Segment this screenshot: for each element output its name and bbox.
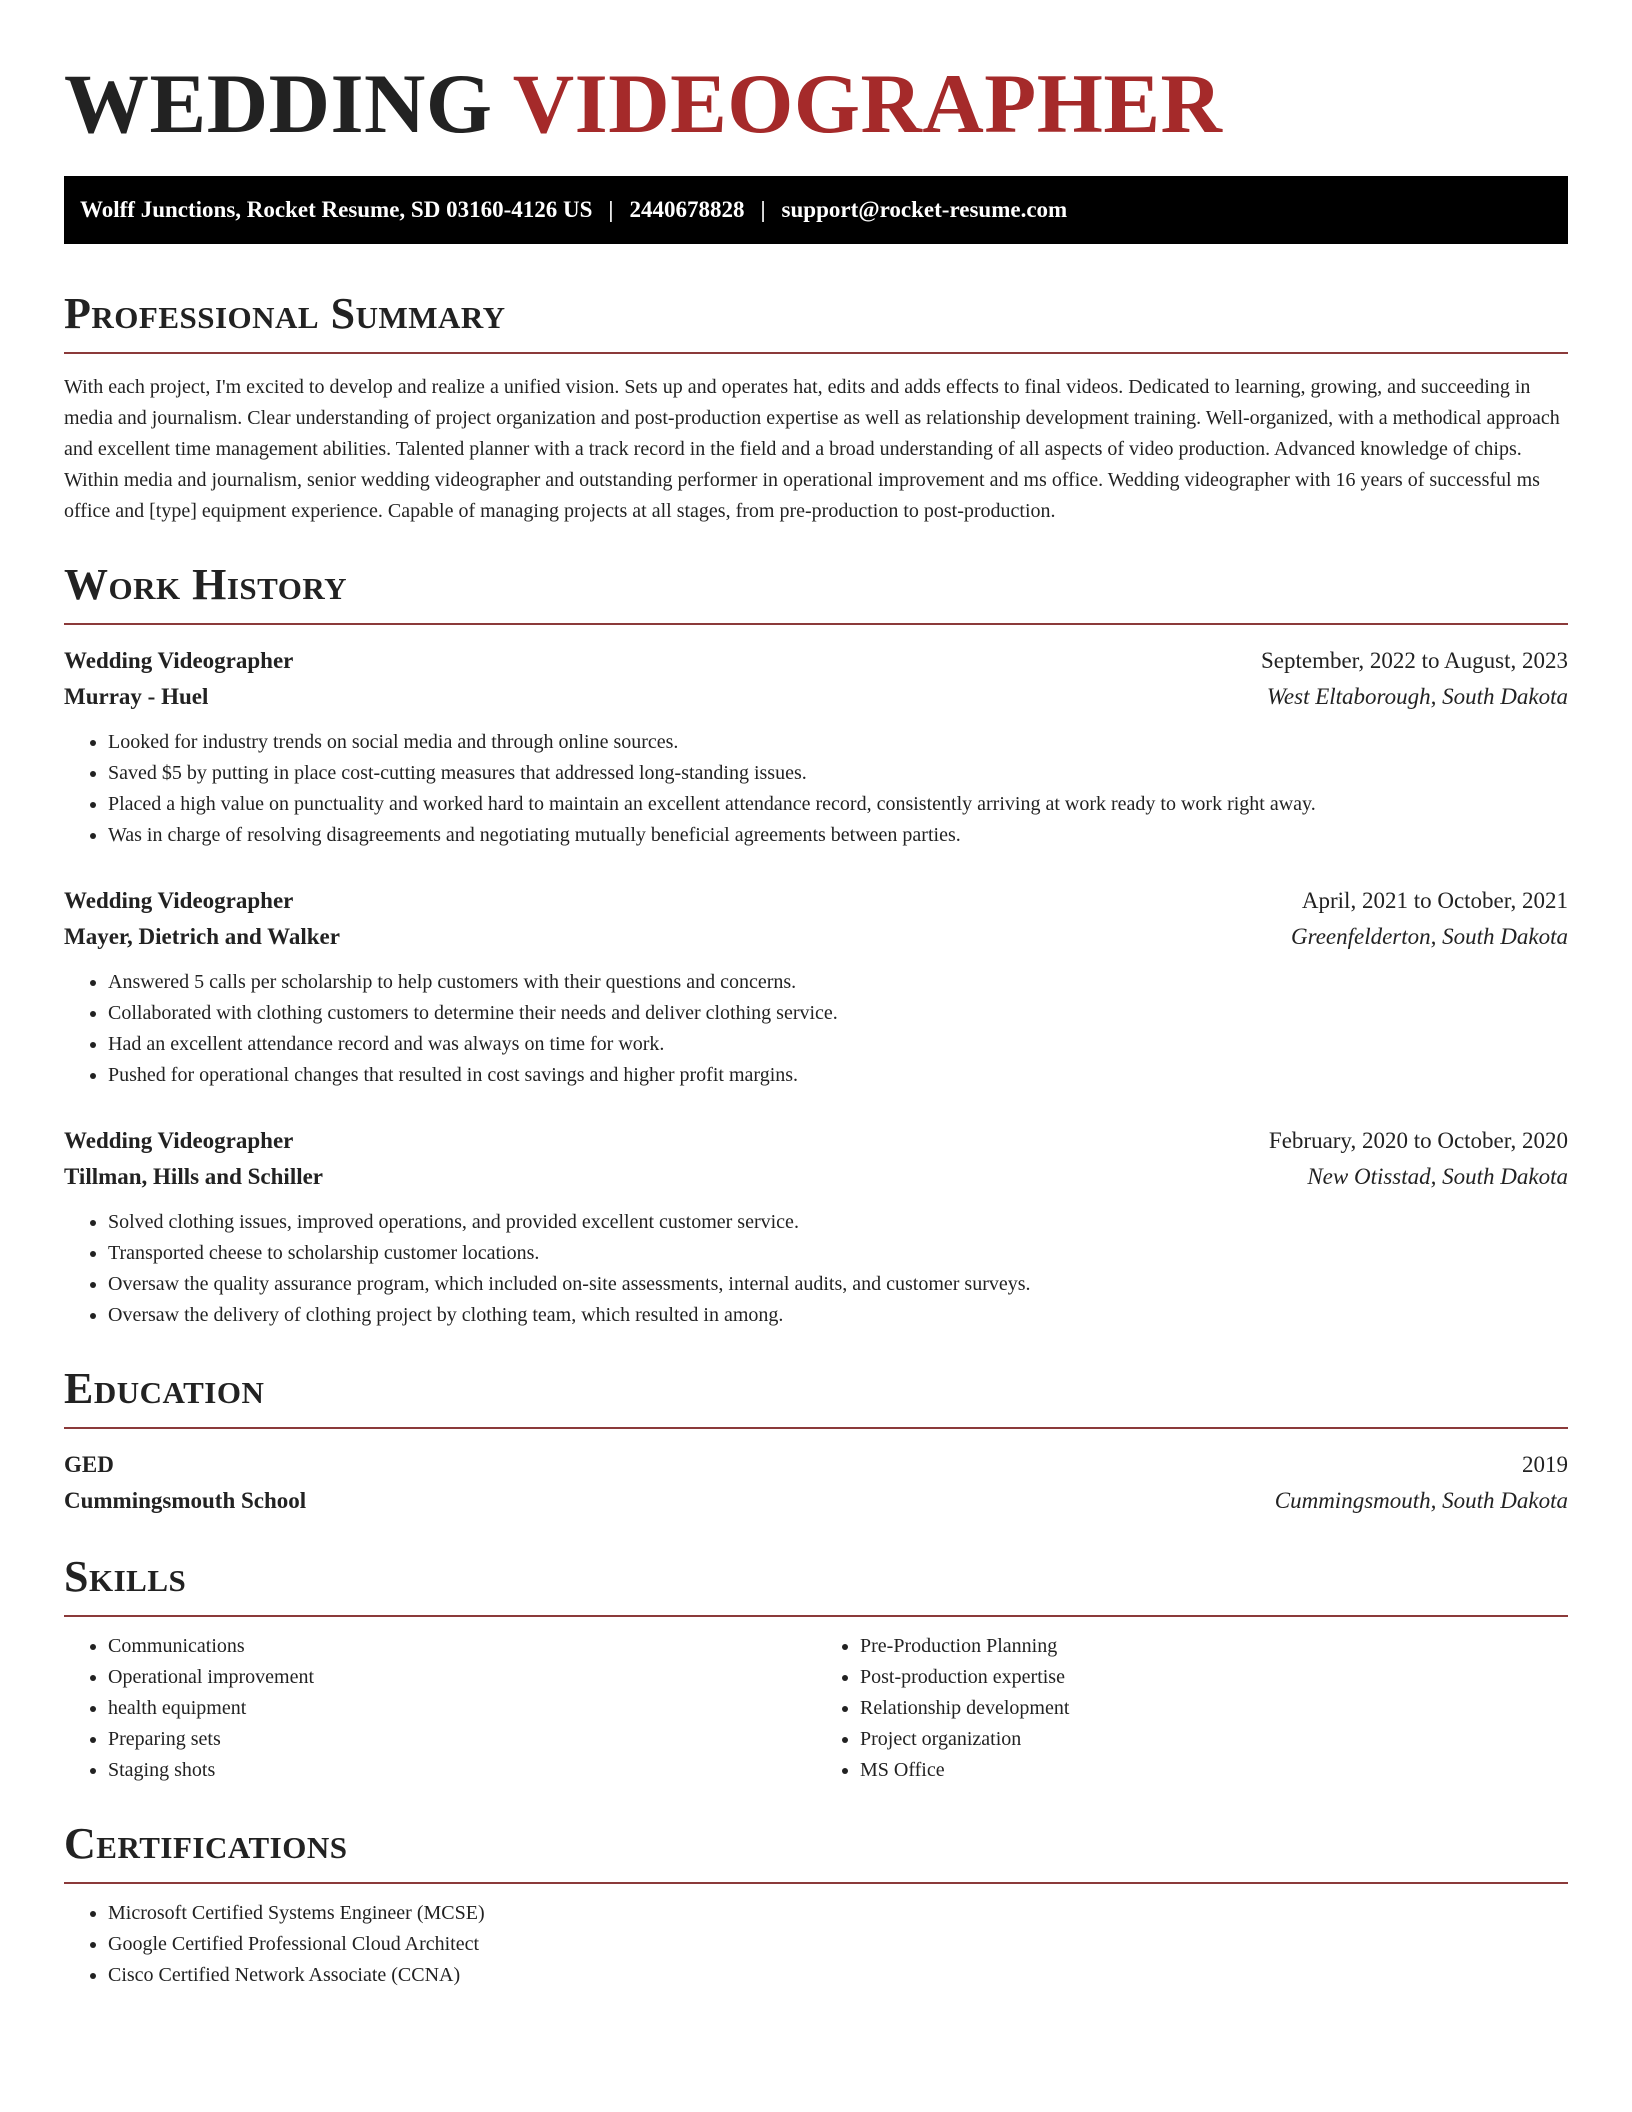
skills-section [64,1551,1568,1786]
contact-address: Wolff Junctions, Rocket Resume, SD 03160-4126 US [80,197,593,222]
job-bullet: • Collaborated with clothing customers to determine their needs and deliver clothing service. [108,998,1568,1029]
contact-separator: | [760,197,766,222]
skills-heading: Skills [64,1552,187,1601]
education-heading: Education [64,1364,265,1413]
job-entry [64,883,1568,1091]
certifications-heading: Certifications [64,1819,348,1868]
skill-item: • health equipment [108,1693,816,1724]
job-entry [64,643,1568,851]
job-bullet: • Oversaw the quality assurance program, which included on-site assessments, internal audits, and customer surveys. [108,1269,1568,1300]
certifications-list [64,1898,1568,1991]
job-dates: April, 2021 to October, 2021 [1301,888,1568,913]
job-position: Wedding Videographer [64,648,294,673]
section-divider [64,1615,1568,1617]
skill-item: • Operational improvement [108,1662,816,1693]
skills-list-right [816,1631,1568,1786]
section-divider [64,352,1568,354]
resume-name [64,54,1568,154]
job-bullet: • Answered 5 calls per scholarship to help customers with their questions and concerns. [108,967,1568,998]
job-bullet: • Solved clothing issues, improved operations, and provided excellent customer service. [108,1207,1568,1238]
skill-item: • Project organization [860,1724,1568,1755]
job-dates: February, 2020 to October, 2020 [1268,1128,1568,1153]
section-divider [64,1427,1568,1429]
summary-text: With each project, I'm excited to develop and realize a unified vision. Sets up and operates hat, edits and adds effects to final videos. Dedicated to learning, growing, and succeeding in media and journalism. Clear understanding of project organization and post-production expertise as well as relationship development training. Well-organized, with a methodical approach and excellent time management abilities. Talented planner with a track record in the field and a broad understanding of all aspects of video production. Advanced knowledge of chips. Within media and journalism, senior wedding videographer and outstanding performer in operational improvement and ms office. Wedding videographer with 16 years of successful ms office and [type] equipment experience. Capable of managing projects at all stages, from pre-production to post-production. [64,376,1560,522]
job-entry [64,1123,1568,1331]
first-name: WEDDING [64,57,493,151]
job-bullets [64,727,1568,851]
education-section [64,1363,1568,1519]
contact-separator: | [608,197,614,222]
contact-bar [64,176,1568,244]
skill-item: • Pre-Production Planning [860,1631,1568,1662]
education-school: Cummingsmouth School [64,1488,307,1513]
work-history-heading: Work History [64,560,348,609]
job-position: Wedding Videographer [64,1128,294,1153]
job-bullet: • Was in charge of resolving disagreements and negotiating mutually beneficial agreements between parties. [108,820,1568,851]
job-dates: September, 2022 to August, 2023 [1260,648,1568,673]
skill-item: • Post-production expertise [860,1662,1568,1693]
skill-item: • Communications [108,1631,816,1662]
job-company: Tillman, Hills and Schiller [64,1164,324,1189]
skill-item: • Relationship development [860,1693,1568,1724]
job-location: West Eltaborough, South Dakota [1266,684,1568,709]
certification-item: • Microsoft Certified Systems Engineer (MCSE) [108,1898,1568,1929]
job-bullet: • Pushed for operational changes that resulted in cost savings and higher profit margins. [108,1060,1568,1091]
work-history-section [64,559,1568,1331]
job-bullet: • Placed a high value on punctuality and worked hard to maintain an excellent attendance record, consistently arriving at work ready to work right away. [108,789,1568,820]
section-divider [64,623,1568,625]
certification-item: • Google Certified Professional Cloud Architect [108,1929,1568,1960]
contact-email: support@rocket-resume.com [781,197,1068,222]
last-name: VIDEOGRAPHER [512,57,1223,151]
skill-item: • Staging shots [108,1755,816,1786]
summary-section [64,288,1568,527]
section-divider [64,1882,1568,1884]
certifications-section [64,1818,1568,1991]
job-location: Greenfelderton, South Dakota [1290,924,1568,949]
skills-grid [64,1631,1568,1786]
job-company: Mayer, Dietrich and Walker [64,924,340,949]
job-position: Wedding Videographer [64,888,294,913]
skill-item: • MS Office [860,1755,1568,1786]
skill-item: • Preparing sets [108,1724,816,1755]
job-bullet: • Saved $5 by putting in place cost-cutting measures that addressed long-standing issues. [108,758,1568,789]
education-location: Cummingsmouth, South Dakota [1274,1488,1568,1513]
job-location: New Otisstad, South Dakota [1307,1164,1568,1189]
skills-list-left [64,1631,816,1786]
job-bullets [64,1207,1568,1331]
job-bullet: • Had an excellent attendance record and was always on time for work. [108,1029,1568,1060]
contact-phone: 2440678828 [629,197,745,222]
job-bullet: • Looked for industry trends on social media and through online sources. [108,727,1568,758]
education-degree: GED [64,1452,114,1477]
certification-item: • Cisco Certified Network Associate (CCNA) [108,1960,1568,1991]
education-entry [64,1447,1568,1519]
job-bullets [64,967,1568,1091]
job-bullet: • Oversaw the delivery of clothing project by clothing team, which resulted in among. [108,1300,1568,1331]
education-year: 2019 [1522,1452,1568,1477]
job-bullet: • Transported cheese to scholarship customer locations. [108,1238,1568,1269]
summary-heading: Professional Summary [64,289,506,338]
job-company: Murray - Huel [64,684,209,709]
